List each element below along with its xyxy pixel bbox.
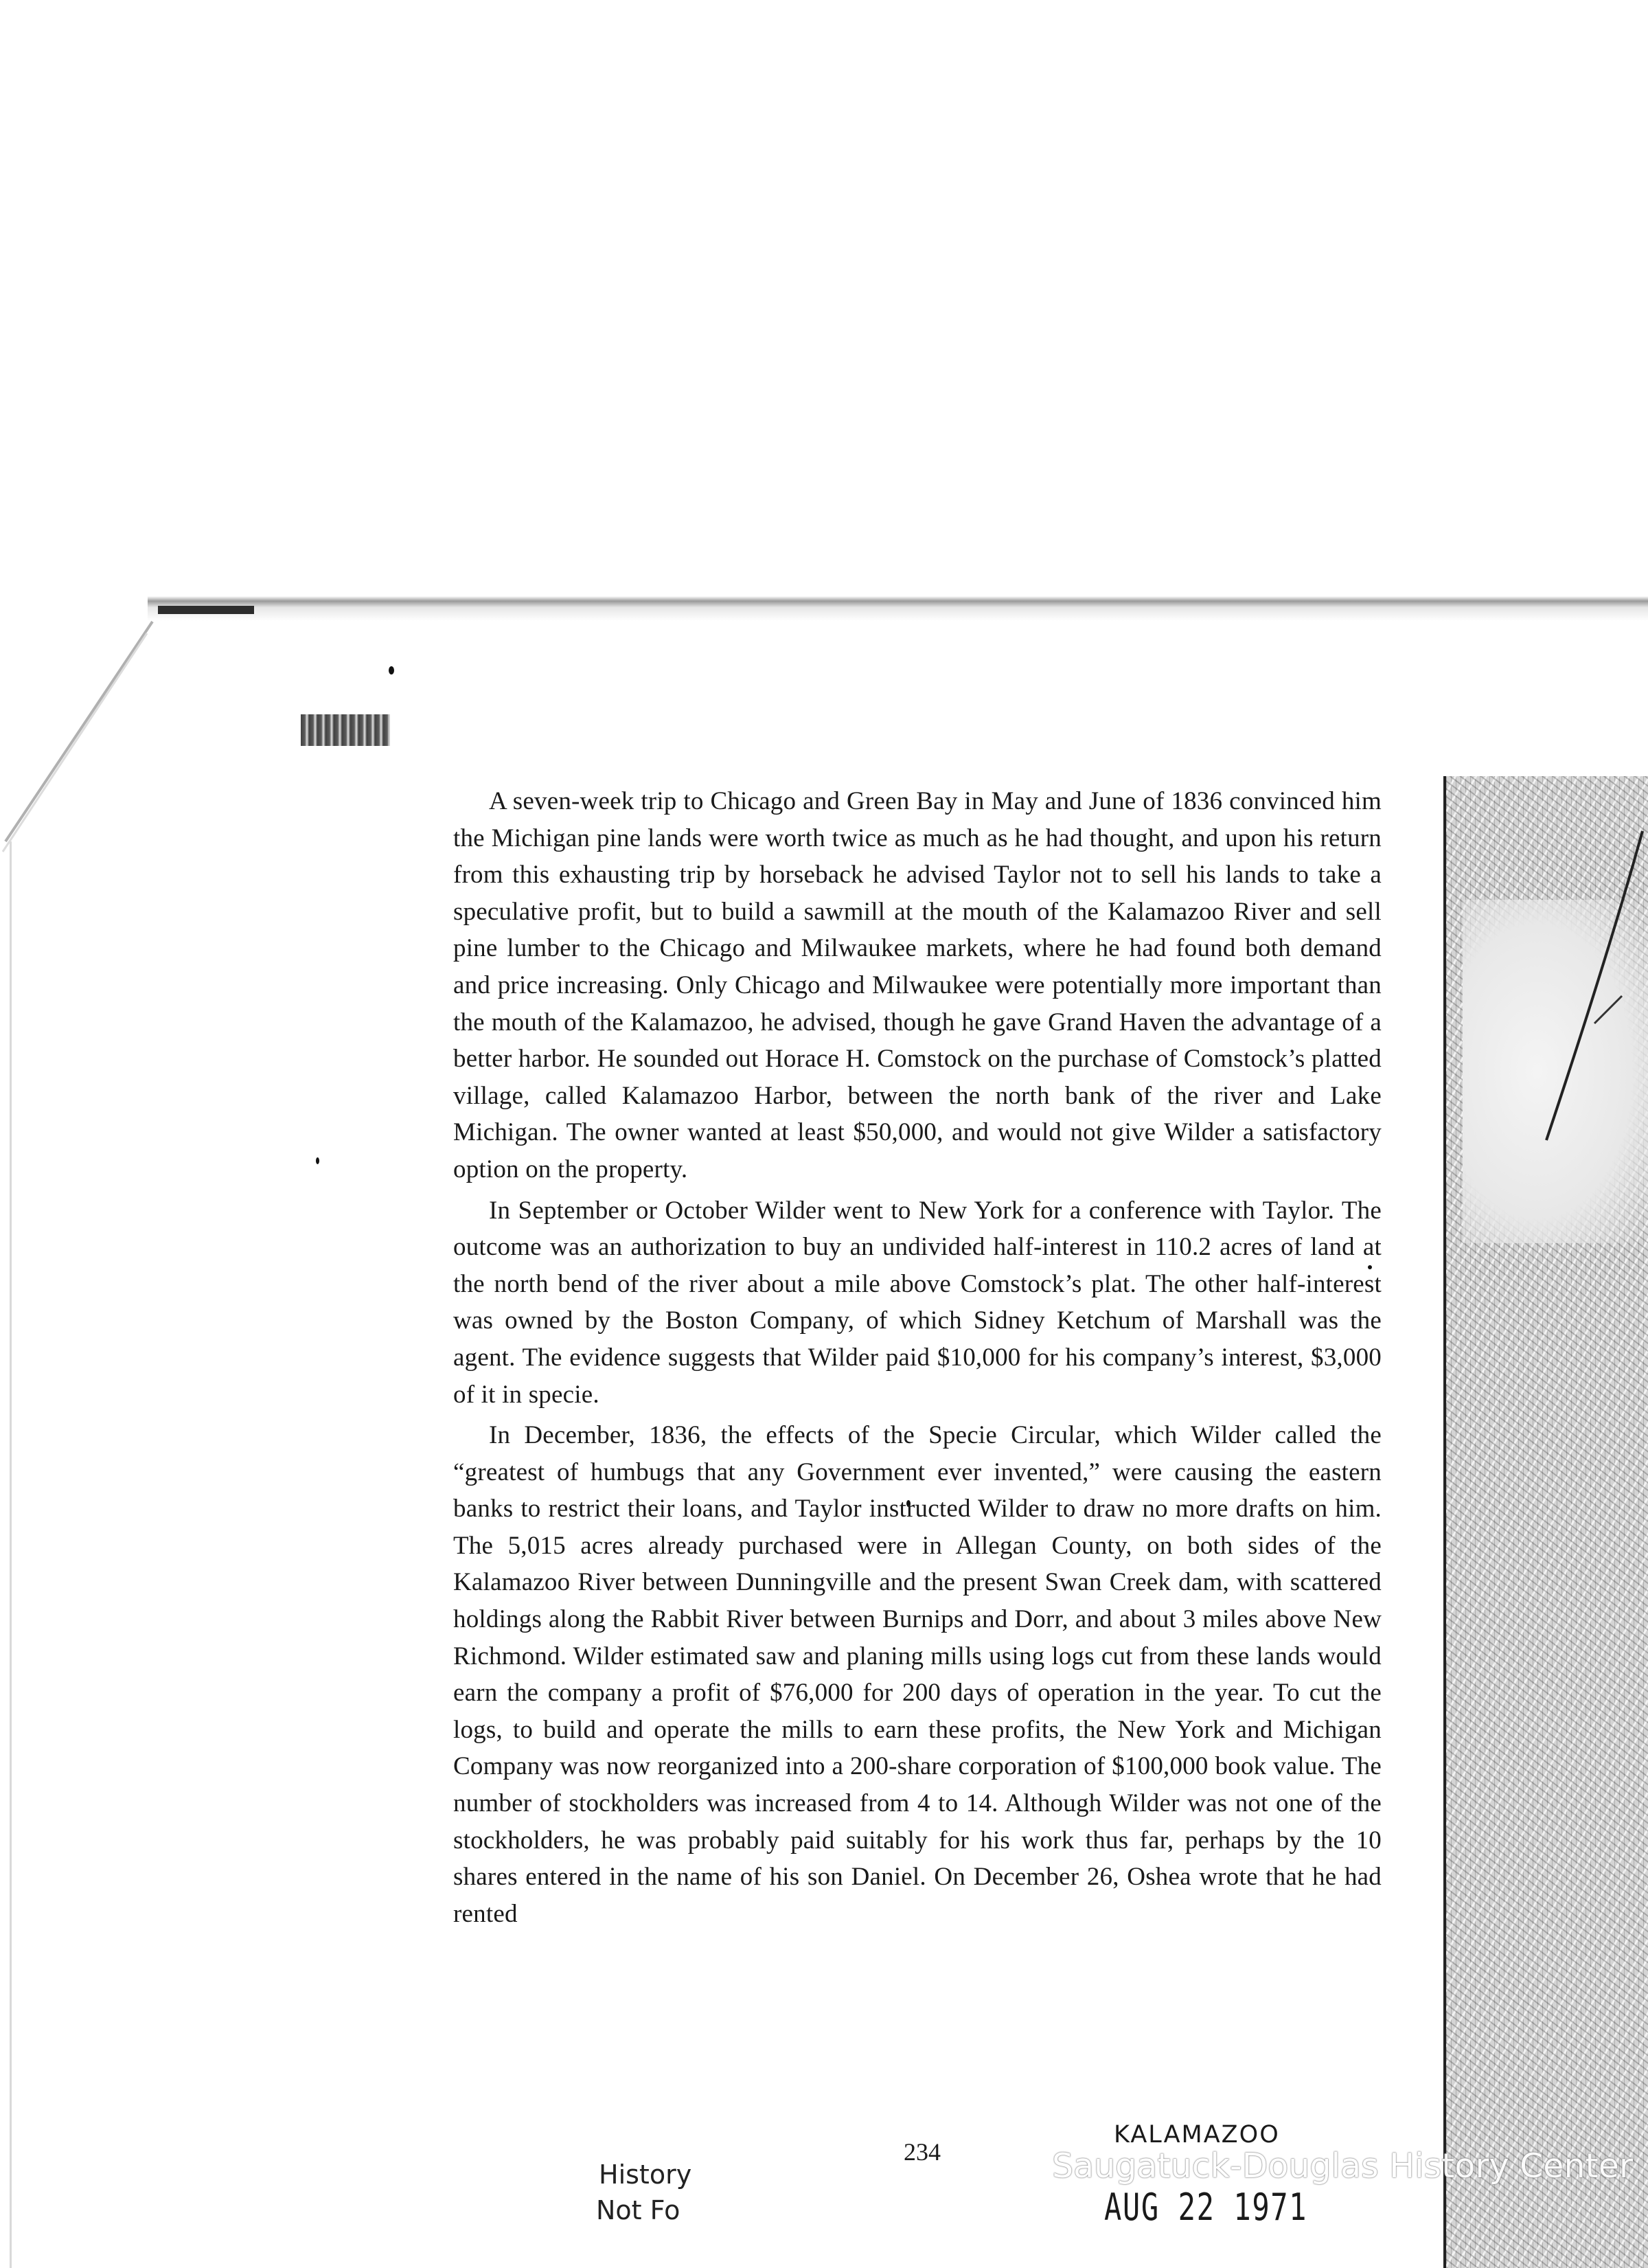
document-body bbox=[453, 783, 1382, 1936]
fold-line-upper bbox=[5, 622, 152, 841]
history-stamp-line-2: Not Fo bbox=[596, 2195, 680, 2225]
paragraph-1: A seven-week trip to Chicago and Green Bay in May and June of 1836 convinced him the Michigan pine lands were worth twice as much as he had thought, and upon his return from this exhausting trip by horseback he advised Taylor not to sell his lands to take a speculative profit, but to build a sawmill at the mouth of the Kalamazoo River and sell pine lumber to the Chicago and Milwaukee markets, where he had found both demand and price increasing. Only Chicago and Milwaukee were potentially more important than the mouth of the Kalamazoo, he advised, though he gave Grand Haven the advantage of a better harbor. He sounded out Horace H. Comstock on the purchase of Comstock’s platted village, called Kalamazoo Harbor, between the north bank of the river and Lake Michigan. The owner wanted at least $50,000, and would not give Wilder a satisfactory option on the property. bbox=[453, 787, 1382, 1183]
watermark-text: Saugatuck-Douglas History Center bbox=[1052, 2146, 1634, 2186]
scratch-line bbox=[1594, 996, 1622, 1023]
speck bbox=[389, 666, 394, 674]
paragraph-3: In December, 1836, the effects of the Specie Circular, which Wilder called the “greatest of humbugs that any Government ever invented,” were causing the eastern banks to restrict their loans, and Taylor instructed Wilder to draw no more drafts on him. The 5,015 acres already purchased were in Allegan County, on both sides of the Kalamazoo River between Dunningville and the present Swan Creek dam, with scattered holdings along the Rabbit River between Burnips and Dorr, and about 3 miles above New Richmond. Wilder estimated saw and planing mills using logs cut from these lands would earn the company a profit of $76,000 for 200 days of operation in the year. To cut the logs, to build and operate the mills to earn these profits, the New York and Michigan Company was now reorganized into a 200-share corporation of $100,000 book value. The number of stockholders was increased from 4 to 14. Although Wilder was not one of the stockholders, he was probably paid suitably for his work thus far, perhaps by the 10 shares entered in the name of his son Daniel. On December 26, Oshea wrote that he had rented bbox=[453, 1421, 1382, 1928]
speck bbox=[316, 1157, 319, 1164]
scanner-scratch bbox=[1443, 776, 1648, 1257]
left-margin-shadow bbox=[10, 841, 12, 2268]
scan-top-edge bbox=[148, 596, 1648, 621]
fold-corner-line bbox=[0, 0, 179, 865]
paragraph-2: In September or October Wilder went to New York for a conference with Taylor. The outcome was an authorization to buy an undivided half-interest in 110.2 acres of land at the north bend of the river about a mile above Comstock’s plat. The other half-interest was owned by the Boston Company, of which Sidney Ketchum of Marshall was the agent. The evidence suggests that Wilder paid $10,000 for his company’s interest, $3,000 of it in specie. bbox=[453, 1196, 1382, 1409]
fold-line-lower bbox=[3, 633, 147, 852]
page-number: 234 bbox=[904, 2138, 941, 2166]
library-stamp-date: AUG 22 1971 bbox=[1104, 2186, 1308, 2229]
scratch-line bbox=[1546, 831, 1643, 1140]
library-stamp-city: KALAMAZOO bbox=[1114, 2121, 1280, 2148]
ink-smudge bbox=[301, 714, 390, 746]
history-stamp-line-1: History bbox=[599, 2159, 692, 2190]
